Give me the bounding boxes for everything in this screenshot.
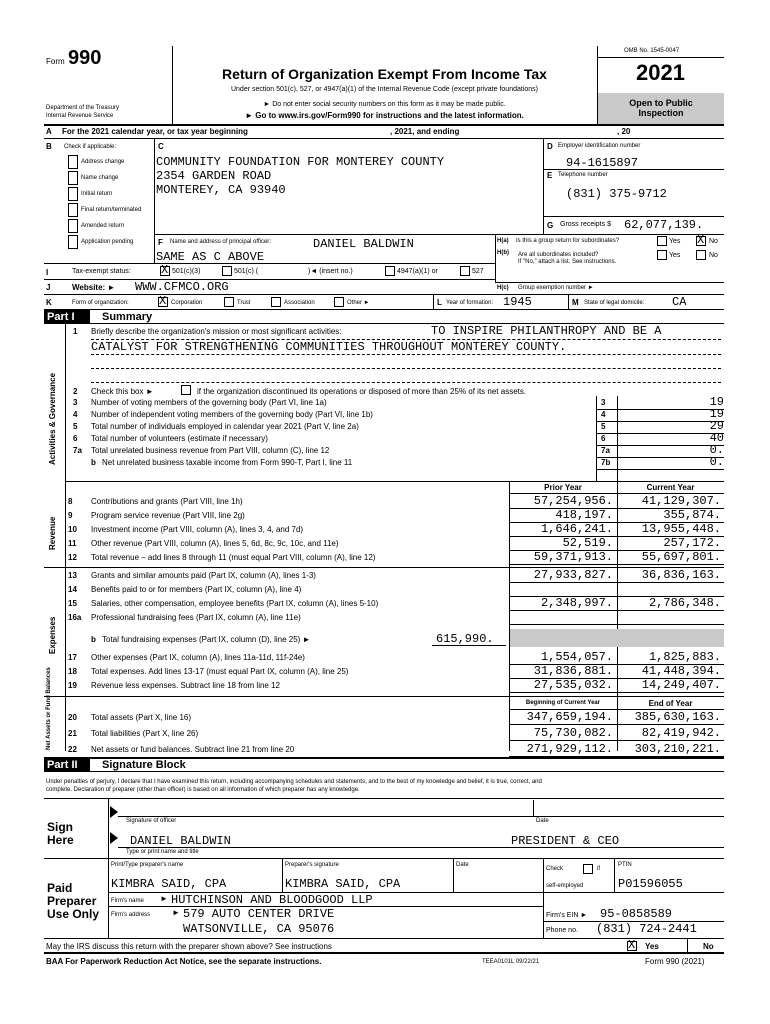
box-g-text: Gross receipts $ — [560, 221, 611, 228]
signature-label: Signature of officer — [126, 818, 177, 824]
status-501c-insert: )◄ (insert no.) — [308, 268, 353, 275]
line-num: 11 — [68, 539, 77, 548]
ha-no: No — [709, 238, 718, 245]
ha-label: H(a) — [497, 238, 509, 244]
hb-note: If "No," attach a list. See instructions. — [518, 259, 617, 265]
sign-1: Sign — [47, 820, 73, 834]
form-code: TEEA0101L 09/22/21 — [482, 959, 540, 965]
line-text: Total liabilities (Part X, line 26) — [91, 729, 199, 738]
form-corporation: Corporation — [171, 300, 203, 306]
gov-line-num: 6 — [73, 434, 78, 443]
gov-line-box: 7b — [601, 458, 611, 467]
line-j-text: Website: ► — [72, 283, 116, 292]
paid-1: Paid — [47, 881, 73, 895]
current-value: 41,129,307. — [641, 494, 721, 508]
current-value: 257,172. — [663, 536, 721, 550]
line-text: Grants and similar amounts paid (Part IX, column (A), lines 1-3) — [91, 571, 316, 580]
discuss-yes: Yes — [645, 942, 659, 951]
ptin-label: PTIN — [618, 862, 632, 868]
gov-line-num: b — [91, 458, 96, 467]
gov-line-rule — [596, 469, 724, 470]
paid-3: Use Only — [47, 907, 100, 921]
box-e-text: Telephone number — [558, 172, 608, 178]
current-value: 1,825,883. — [648, 650, 721, 664]
side-revenue: Revenue — [48, 516, 57, 550]
applicable-checkbox[interactable] — [68, 187, 78, 201]
org-city: MONTEREY, CA 93940 — [156, 183, 286, 197]
box-e-label: E — [547, 171, 553, 180]
line-text: Total assets (Part X, line 16) — [91, 713, 192, 722]
hc-label: H(c) — [497, 285, 509, 291]
row-rule — [509, 624, 724, 625]
row-rule — [509, 692, 724, 693]
row-rule — [509, 724, 724, 725]
applicable-checkbox[interactable] — [68, 155, 78, 169]
line-num: 10 — [68, 525, 77, 534]
status-501c3: 501(c)(3) — [172, 268, 201, 275]
side-activities: Activities & Governance — [48, 372, 57, 465]
state-domicile: CA — [672, 295, 687, 309]
line-a-end: , 20 — [617, 127, 631, 136]
prior-value: 347,659,194. — [526, 710, 613, 724]
line-text: Other revenue (Part VIII, column (A), lines 5, 6d, 8c, 9c, 10c, and 11e) — [91, 539, 339, 548]
line-l-text: Year of formation: — [446, 300, 494, 306]
applicable-checkbox[interactable] — [68, 171, 78, 185]
line-num: 22 — [68, 745, 77, 754]
line-a-text: For the 2021 calendar year, or tax year beginning — [62, 127, 248, 136]
omb-number: OMB No. 1545-0047 — [624, 48, 680, 54]
gov-line-num: 5 — [73, 422, 78, 431]
applicable-label: Initial return — [81, 191, 113, 197]
line-num: 13 — [68, 571, 77, 580]
applicable-checkbox[interactable] — [68, 219, 78, 233]
col-prior-year: Prior Year — [544, 483, 582, 492]
gov-line-value: 19 — [709, 395, 724, 409]
line-16b-text: Total fundraising expenses (Part IX, column (D), line 25) ► — [102, 635, 311, 644]
line-num: 16a — [68, 613, 82, 622]
line-m-text: State of legal domicile: — [584, 300, 645, 306]
prior-value: 1,646,241. — [540, 522, 613, 536]
box-b-label: B — [46, 142, 52, 151]
box-f-text: Name and address of principal officer: — [170, 239, 271, 245]
line-text: Professional fundraising fees (Part IX, column (A), line 11e) — [91, 613, 301, 622]
gov-line-num: 4 — [73, 410, 78, 419]
line-text: Program service revenue (Part VIII, line 2g) — [91, 511, 245, 520]
current-value: 82,419,942. — [641, 726, 721, 740]
line-l-label: L — [437, 298, 442, 307]
year-formation: 1945 — [503, 295, 532, 309]
gov-line-num: 3 — [73, 398, 78, 407]
gov-line-box: 7a — [601, 446, 610, 455]
row-rule — [509, 610, 724, 611]
gov-line-value: 0. — [709, 443, 724, 457]
form-trust-box[interactable] — [224, 297, 234, 307]
line-text: Total revenue – add lines 8 through 11 (must equal Part VIII, column (A), line 12) — [91, 553, 376, 562]
firm-address-2: WATSONVILLE, CA 95076 — [183, 922, 335, 936]
line-text: Total expenses. Add lines 13-17 (must equal Part IX, column (A), line 25) — [91, 667, 349, 676]
prior-value: 31,836,881. — [533, 664, 613, 678]
signing-title: PRESIDENT & CEO — [511, 834, 620, 848]
gov-line-text: Number of voting members of the governing body (Part VI, line 1a) — [91, 398, 327, 407]
org-name: COMMUNITY FOUNDATION FOR MONTEREY COUNTY — [156, 155, 445, 169]
part-ii-title: Signature Block — [102, 759, 186, 771]
officer-address: SAME AS C ABOVE — [156, 250, 265, 264]
line-m-label: M — [572, 298, 579, 307]
line-num: 18 — [68, 667, 77, 676]
signing-officer: DANIEL BALDWIN — [130, 834, 231, 848]
form-label: Form — [46, 57, 65, 66]
applicable-checkbox[interactable] — [68, 235, 78, 249]
ha-text: Is this a group return for subordinates? — [516, 238, 620, 244]
applicable-label: Amended return — [81, 223, 125, 229]
self-employed-label: self-employed — [546, 883, 584, 889]
form-subtitle: Under section 501(c), 527, or 4947(a)(1) of the Internal Revenue Code (except private foundations) — [230, 86, 538, 93]
prep-sig-label: Preparer's signature — [285, 862, 339, 868]
prior-value: 2,348,997. — [540, 596, 613, 610]
line-text: Salaries, other compensation, employee benefits (Part IX, column (A), lines 5-10) — [91, 599, 379, 608]
preparer-ptin: P01596055 — [618, 877, 683, 891]
gov-line-box: 5 — [601, 422, 606, 431]
tax-year: 2021 — [636, 60, 685, 85]
form-association: Association — [284, 300, 315, 306]
prior-value: 27,535,032. — [533, 678, 613, 692]
row-rule — [509, 582, 724, 583]
paid-2: Preparer — [47, 894, 97, 908]
form-footer: Form 990 (2021) — [645, 957, 705, 966]
if-label: if — [597, 866, 600, 872]
applicable-checkbox[interactable] — [68, 203, 78, 217]
current-value: 55,697,801. — [641, 550, 721, 564]
current-value: 14,249,407. — [641, 678, 721, 692]
line-2-b: if the organization discontinued its operations or disposed of more than 25% of its net assets. — [197, 387, 527, 396]
line-1-num: 1 — [73, 327, 78, 336]
current-value: 2,786,348. — [648, 596, 721, 610]
prior-value: 27,933,827. — [533, 568, 613, 582]
part-i-title: Summary — [102, 311, 153, 323]
gov-line-box: 3 — [601, 398, 606, 407]
gov-col-divider — [596, 396, 597, 481]
line-a-mid: , 2021, and ending — [390, 127, 460, 136]
ein-value: 94-1615897 — [566, 156, 639, 170]
gov-line-text: Number of independent voting members of the governing body (Part VI, line 1b) — [91, 410, 373, 419]
prep-date-label: Date — [456, 862, 469, 868]
prior-value: 75,730,082. — [533, 726, 613, 740]
col-current-year: Current Year — [646, 483, 695, 492]
current-value: 355,874. — [663, 508, 721, 522]
prior-value: 59,371,913. — [533, 550, 613, 564]
line-num: 20 — [68, 713, 77, 722]
col-end-year: End of Year — [648, 699, 693, 708]
applicable-label: Final return/terminated — [81, 207, 142, 213]
baa-notice: BAA For Paperwork Reduction Act Notice, see the separate instructions. — [46, 957, 322, 966]
sign-2: Here — [47, 833, 74, 847]
current-value: 385,630,163. — [634, 710, 721, 724]
box-g-label: G — [547, 221, 554, 230]
gov-line-box: 6 — [601, 434, 606, 443]
hb-label: H(b) — [497, 250, 509, 256]
firm-name-label: Firm's name — [111, 898, 144, 904]
ha-yes: Yes — [669, 238, 681, 245]
line-num: 8 — [68, 497, 73, 506]
org-street: 2354 GARDEN ROAD — [156, 169, 272, 183]
line-k-label: K — [46, 298, 52, 307]
line-text: Net assets or fund balances. Subtract line 21 from line 20 — [91, 745, 295, 754]
line-text: Revenue less expenses. Subtract line 18 from line 12 — [91, 681, 280, 690]
form-association-box[interactable] — [271, 297, 281, 307]
discuss-no: No — [703, 942, 714, 951]
gov-line-value: 40 — [709, 431, 724, 445]
gov-line-value: 29 — [709, 419, 724, 433]
current-value: 13,955,448. — [641, 522, 721, 536]
status-4947: 4947(a)(1) or — [397, 268, 438, 275]
current-value: 303,210,221. — [634, 742, 721, 756]
line-num: 12 — [68, 553, 77, 562]
check-label: Check — [546, 866, 564, 872]
mission-2: CATALYST FOR STRENGTHENING COMMUNITIES THROUGHOUT MONTEREY COUNTY. — [91, 340, 567, 354]
hb-no-box[interactable] — [696, 250, 706, 260]
gov-line-box: 4 — [601, 410, 606, 419]
box-f-label: F — [158, 238, 163, 247]
prior-value: 57,254,956. — [533, 494, 613, 508]
hb-text: Are all subordinates included? — [518, 252, 599, 258]
line-num: 15 — [68, 599, 77, 608]
principal-officer: DANIEL BALDWIN — [313, 237, 414, 251]
form-title: Return of Organization Exempt From Income Tax — [222, 66, 547, 82]
line-num: 17 — [68, 653, 77, 662]
line-1-text: Briefly describe the organization's mission or most significant activities: — [91, 327, 342, 336]
form-trust: Trust — [237, 300, 251, 306]
firm-address-label: Firm's address — [111, 912, 151, 918]
line-num: 14 — [68, 585, 77, 594]
form-other-box[interactable] — [334, 297, 344, 307]
phone-label: Phone no. — [546, 927, 578, 934]
gov-line-text: Total unrelated business revenue from Part VIII, column (C), line 12 — [91, 446, 330, 455]
line-num: 21 — [68, 729, 77, 738]
form-other: Other ► — [347, 300, 370, 306]
gov-line-value: 19 — [709, 407, 724, 421]
line-k-text: Form of organization: — [72, 300, 129, 306]
box-c-label: C — [158, 142, 164, 151]
firm-ein: 95-0858589 — [600, 907, 673, 921]
form-corporation-mark: X — [159, 294, 167, 308]
line-j-label: J — [46, 283, 51, 292]
sig-date-label: Date — [536, 818, 549, 824]
current-value: 36,836,163. — [641, 568, 721, 582]
line-text: Investment income (Part VIII, column (A), lines 3, 4, and 7d) — [91, 525, 304, 534]
status-501c: 501(c) ( — [234, 268, 259, 275]
prior-value: 52,519. — [562, 536, 613, 550]
inspection: Inspection — [638, 108, 684, 118]
firm-name: HUTCHINSON AND BLOODGOOD LLP — [171, 893, 373, 907]
gov-col-divider — [617, 396, 618, 481]
firm-address-1: 579 AUTO CENTER DRIVE — [183, 907, 335, 921]
dept-line-2: Internal Revenue Service — [46, 113, 114, 119]
prior-value: 271,929,112. — [526, 742, 613, 756]
prior-value: 418,197. — [555, 508, 613, 522]
preparer-name: KIMBRA SAID, CPA — [111, 877, 227, 891]
line-num: 9 — [68, 511, 73, 520]
instructions-notice: ► Go to www.irs.gov/Form990 for instructions and the latest information. — [245, 111, 524, 120]
form-number: 990 — [68, 47, 102, 69]
phone-value: (831) 375-9712 — [566, 187, 667, 201]
self-employed-box[interactable] — [583, 864, 593, 874]
website[interactable]: WWW.CFMCO.ORG — [135, 280, 229, 294]
line-i-label: I — [46, 268, 49, 277]
prior-value: 1,554,057. — [540, 650, 613, 664]
line-text: Contributions and grants (Part VIII, line 1h) — [91, 497, 243, 506]
box-d-text: Employer identification number — [558, 143, 641, 149]
gov-line-text: Net unrelated business taxable income from Form 990-T, Part I, line 11 — [102, 458, 353, 467]
line-num: 19 — [68, 681, 77, 690]
line-text: Other expenses (Part IX, column (A), lines 11a-11d, 11f-24e) — [91, 653, 305, 662]
line-a-label: A — [46, 127, 52, 136]
firm-ein-label: Firm's EIN ► — [546, 912, 588, 919]
row-rule — [509, 564, 724, 565]
applicable-label: Application pending — [81, 239, 134, 245]
hb-yes-box[interactable] — [657, 250, 667, 260]
ssn-notice: ► Do not enter social security numbers on this form as it may be made public. — [263, 101, 506, 108]
line-text: Benefits paid to or for members (Part IX, column (A), line 4) — [91, 585, 302, 594]
gov-line-num: 7a — [73, 446, 82, 455]
ha-yes-box[interactable] — [657, 236, 667, 246]
gov-line-text: Total number of volunteers (estimate if necessary) — [91, 434, 268, 443]
line-i-text: Tax-exempt status: — [72, 268, 131, 275]
penalty-text-2: complete. Declaration of preparer (other than officer) is based on all information of which preparer has any knowledge. — [46, 787, 360, 793]
box-d-label: D — [547, 142, 553, 151]
row-rule — [509, 740, 724, 741]
discuss-question: May the IRS discuss this return with the preparer shown above? See instructions — [46, 942, 332, 951]
mission-1: TO INSPIRE PHILANTHROPY AND BE A — [431, 324, 662, 338]
side-net-assets: Net Assets or Fund Balances — [46, 667, 52, 750]
hb-yes: Yes — [669, 252, 681, 259]
ha-no-mark: X — [697, 233, 705, 247]
status-501c-box[interactable] — [222, 266, 232, 276]
line-16b-num: b — [91, 635, 96, 644]
gov-line-text: Total number of individuals employed in calendar year 2021 (Part V, line 2a) — [91, 422, 359, 431]
status-4947-box[interactable] — [385, 266, 395, 276]
current-value: 41,448,394. — [641, 664, 721, 678]
penalty-text-1: Under penalties of perjury, I declare that I have examined this return, including accompanying schedules and statements, and to the best of my knowledge and belief, it is true, correct, and — [46, 779, 542, 785]
gross-receipts: 62,077,139. — [624, 218, 704, 232]
line-16b-value: 615,990. — [436, 632, 494, 646]
box-b-title: Check if applicable: — [64, 144, 117, 150]
discuss-yes-mark: X — [628, 938, 636, 952]
row-rule — [509, 756, 724, 757]
dept-line-1: Department of the Treasury — [46, 105, 120, 111]
col-begin-year: Beginning of Current Year — [525, 700, 601, 706]
part-i-tag: Part I — [47, 311, 75, 323]
side-expenses: Expenses — [48, 616, 57, 654]
hc-text: Group exemption number ► — [518, 285, 594, 291]
status-527: 527 — [472, 268, 484, 275]
line-2-num: 2 — [73, 387, 78, 396]
firm-phone: (831) 724-2441 — [596, 922, 697, 936]
part-ii-tag: Part II — [47, 759, 78, 771]
line-2-a: Check this box ► — [91, 387, 154, 396]
applicable-label: Address change — [81, 159, 125, 165]
gov-line-value: 0. — [709, 455, 724, 469]
type-name-label: Type or print name and title — [126, 849, 199, 855]
status-527-box[interactable] — [460, 266, 470, 276]
preparer-signature: KIMBRA SAID, CPA — [285, 877, 401, 891]
prep-name-label: Print/Type preparer's name — [111, 862, 184, 868]
open-to-public: Open to Public — [629, 98, 693, 108]
line-2-checkbox[interactable] — [181, 385, 191, 395]
hb-no: No — [709, 252, 718, 259]
status-501c3-mark: X — [161, 263, 169, 277]
applicable-label: Name change — [81, 175, 119, 181]
